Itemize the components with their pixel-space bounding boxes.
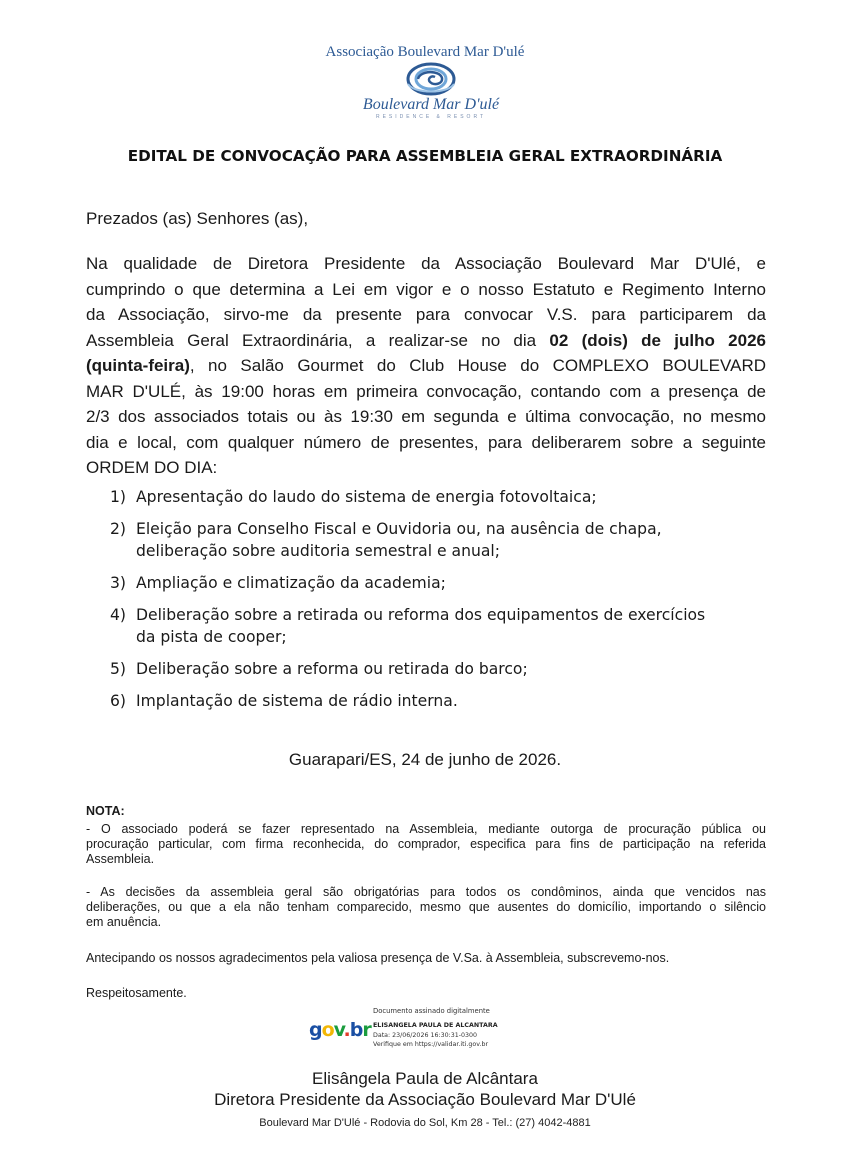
agenda-number: 1) (110, 488, 127, 506)
line-text: , no Salão Gourmet do Club House do COMPLEXO BOULEVARD (189, 356, 766, 375)
agenda-item (110, 604, 790, 648)
association-heading: Associação Boulevard Mar D'ulé (325, 44, 525, 60)
agenda-item (110, 690, 790, 712)
paragraph-line: da Associação, sirvo-me da presente para convocar V.S. para participarem da (86, 305, 766, 324)
paragraph-line: dia e local, com qualquer número de presentes, para deliberarem sobre a seguinte (86, 432, 766, 452)
signer-role: Diretora Presidente da Associação Boulevard Mar D'Ulé (214, 1090, 636, 1109)
note-paragraph-proxy (86, 822, 766, 867)
spiral-wave-icon (334, 62, 528, 98)
note-line: Assembleia. (86, 852, 155, 866)
salutation: Prezados (as) Senhores (as), (86, 209, 309, 228)
convocation-paragraph (86, 251, 766, 481)
note-line: - As decisões da assembleia geral são obrigatórias para todos os condôminos, ainda que vencidos nas (86, 885, 766, 899)
agenda-text: Apresentação do laudo do sistema de energia fotovoltaica; (136, 488, 597, 506)
agenda-text: Implantação de sistema de rádio interna. (136, 692, 458, 710)
stamp-signer: ELISANGELA PAULA DE ALCANTARA (373, 1022, 498, 1029)
agenda-list (110, 486, 790, 722)
agenda-number: 4) (110, 606, 127, 624)
paragraph-line: MAR D'ULÉ, às 19:00 horas em primeira convocação, contando com a presença de (86, 381, 766, 401)
logo-wordmark: Boulevard Mar D'ulé (362, 96, 500, 113)
note-line: procuração particular, com firma reconhecida, do comprador, especifica para fins de participação na referida (86, 837, 766, 851)
footer-address: Boulevard Mar D'Ulé - Rodovia do Sol, Km 28 - Tel.: (27) 4042-4881 (259, 1117, 591, 1129)
paragraph-line: cumprindo o que determina a Lei em vigor e o nosso Estatuto e Regimento Interno (86, 279, 766, 299)
paragraph-line: Na qualidade de Diretora Presidente da Associação Boulevard Mar D'Ulé, e (86, 254, 766, 273)
digital-signature-stamp (306, 1007, 566, 1057)
paragraph-line: 2/3 dos associados totais ou às 19:30 em segunda e última convocação, no mesmo (86, 407, 766, 426)
logo-tagline: RESIDENCE & RESORT (375, 114, 487, 120)
note-title: NOTA: (86, 804, 125, 818)
note-line: - O associado poderá se fazer representado na Assembleia, mediante outorga de procuração pública ou (86, 822, 766, 836)
agenda-number: 6) (110, 692, 127, 710)
association-logo (334, 62, 528, 120)
agenda-item (110, 486, 790, 508)
govbr-logo: gov.br (309, 1019, 371, 1041)
agenda-text: Ampliação e climatização da academia; (136, 574, 446, 592)
agenda-number: 2) (110, 520, 127, 538)
meeting-date: 02 (dois) de julho 2026 (549, 330, 767, 350)
line-text: Assembleia Geral Extraordinária, a realizar-se no dia (86, 330, 550, 350)
agenda-number: 3) (110, 574, 127, 592)
paragraph-line (86, 353, 766, 379)
document-title: EDITAL DE CONVOCAÇÃO PARA ASSEMBLEIA GERAL EXTRAORDINÁRIA (127, 147, 723, 165)
meeting-weekday: (quinta-feira) (86, 356, 190, 375)
agenda-item (110, 518, 790, 562)
paragraph-line (86, 328, 766, 354)
thanks-text: Antecipando os nossos agradecimentos pela valiosa presença de V.Sa. à Assembleia, subscrevemo-nos. (86, 951, 670, 965)
agenda-text: Deliberação sobre a reforma ou retirada do barco; (136, 660, 528, 678)
stamp-date: Data: 23/06/2026 16:30:31-0300 (373, 1032, 478, 1039)
place-and-date: Guarapari/ES, 24 de junho de 2026. (288, 750, 562, 769)
agenda-text: deliberação sobre auditoria semestral e anual; (136, 542, 501, 560)
agenda-text: da pista de cooper; (136, 628, 287, 646)
agenda-item (110, 658, 790, 680)
paragraph-line: ORDEM DO DIA: (86, 458, 218, 477)
note-line: em anuência. (86, 915, 162, 929)
note-paragraph-decisions (86, 885, 766, 930)
stamp-verify-link[interactable]: Verifique em https://validar.iti.gov.br (373, 1041, 489, 1048)
agenda-number: 5) (110, 660, 127, 678)
signer-name: Elisângela Paula de Alcântara (312, 1069, 538, 1088)
closing-text: Respeitosamente. (86, 986, 187, 1000)
agenda-item (110, 572, 790, 594)
agenda-text: Deliberação sobre a retirada ou reforma dos equipamentos de exercícios (136, 606, 706, 624)
stamp-heading: Documento assinado digitalmente (373, 1007, 490, 1015)
note-line: deliberações, ou que a ela não tenham comparecido, mesmo que ausentes do domicílio, importando o silêncio (86, 900, 766, 914)
agenda-text: Eleição para Conselho Fiscal e Ouvidoria ou, na ausência de chapa, (136, 520, 662, 538)
